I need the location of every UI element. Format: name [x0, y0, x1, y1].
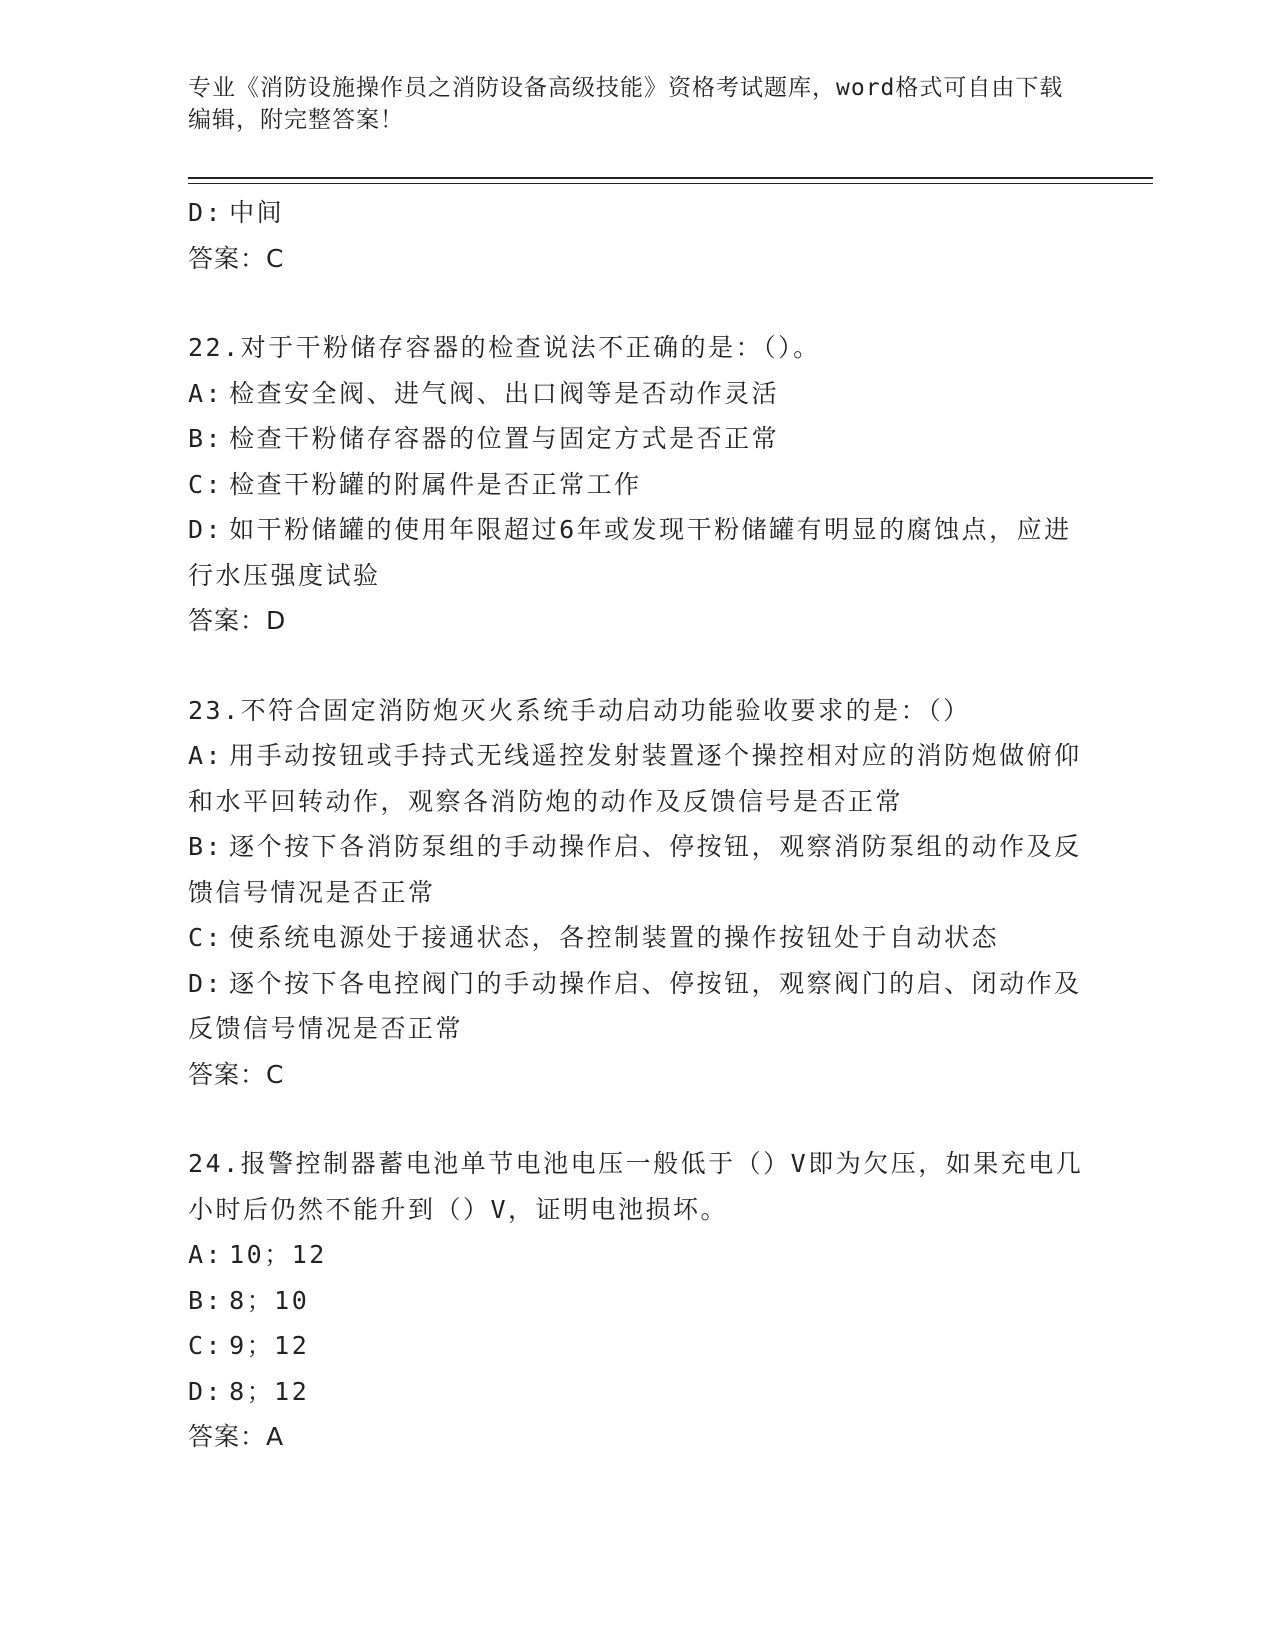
option-label: A: [188, 378, 224, 408]
option-a [188, 371, 1088, 417]
option-d [188, 190, 1088, 236]
document-header: 专业《消防设施操作员之消防设备高级技能》资格考试题库，word格式可自由下载编辑，附完整答案！ [188, 75, 1064, 133]
option-label: D: [188, 198, 224, 227]
option-c [188, 462, 1088, 508]
option-text: 检查干粉储存容器的位置与固定方式是否正常 [229, 424, 780, 453]
question-list [188, 190, 1088, 1460]
question-stem: 23.不符合固定消防炮灭火系统手动启动功能验收要求的是：（） [188, 695, 971, 725]
option-c [188, 915, 1088, 961]
option-label: C: [188, 469, 224, 499]
option-text: 8；12 [229, 1376, 310, 1406]
option-label: A: [188, 741, 224, 770]
option-label: B: [188, 1285, 224, 1315]
option-label: C: [188, 1331, 224, 1360]
option-text: 10；12 [229, 1240, 327, 1269]
option-label: B: [188, 424, 224, 453]
question-23 [188, 688, 1088, 1098]
answer-line: 答案：C [188, 243, 285, 273]
header-divider [188, 177, 1153, 179]
option-text: 用手动按钮或手持式无线遥控发射装置逐个操控相对应的消防炮做俯仰和水平回转动作，观察各消防炮的动作及反馈信号是否正常 [188, 741, 1082, 816]
option-label: C: [188, 923, 224, 952]
option-text: 如干粉储罐的使用年限超过6年或发现干粉储罐有明显的腐蚀点，应进行水压强度试验 [188, 515, 1072, 590]
option-d [188, 507, 1088, 598]
option-text: 检查安全阀、进气阀、出口阀等是否动作灵活 [229, 378, 780, 408]
option-text: 9；12 [229, 1331, 310, 1360]
option-b [188, 416, 1088, 462]
option-label: D: [188, 515, 224, 544]
option-d [188, 961, 1088, 1052]
answer-line: 答案：D [188, 606, 287, 635]
header-divider-thin [188, 183, 1153, 184]
option-c [188, 1323, 1088, 1369]
question-stem: 24.报警控制器蓄电池单节电池电压一般低于（）V即为欠压，如果充电几小时后仍然不能升到（）V，证明电池损坏。 [188, 1149, 1084, 1224]
option-b [188, 1278, 1088, 1324]
option-b [188, 824, 1088, 915]
option-text: 使系统电源处于接通状态，各控制装置的操作按钮处于自动状态 [229, 923, 1000, 952]
option-a [188, 733, 1088, 824]
option-text: 中间 [229, 198, 285, 227]
option-d [188, 1369, 1088, 1415]
option-label: B: [188, 832, 224, 861]
answer-line: 答案：A [188, 1422, 285, 1451]
option-label: D: [188, 968, 224, 998]
option-label: D: [188, 1376, 224, 1406]
answer-line: 答案：C [188, 1059, 285, 1089]
option-text: 逐个按下各电控阀门的手动操作启、停按钮，观察阀门的启、闭动作及反馈信号情况是否正常 [188, 968, 1082, 1043]
option-text: 8；10 [229, 1285, 310, 1315]
question-24 [188, 1141, 1088, 1460]
option-label: A: [188, 1240, 224, 1269]
option-text: 检查干粉罐的附属件是否正常工作 [229, 469, 642, 499]
option-a [188, 1232, 1088, 1278]
question-22 [188, 325, 1088, 644]
option-text: 逐个按下各消防泵组的手动操作启、停按钮，观察消防泵组的动作及反馈信号情况是否正常 [188, 832, 1082, 907]
question-stem: 22.对于干粉储存容器的检查说法不正确的是：（）。 [188, 333, 821, 362]
